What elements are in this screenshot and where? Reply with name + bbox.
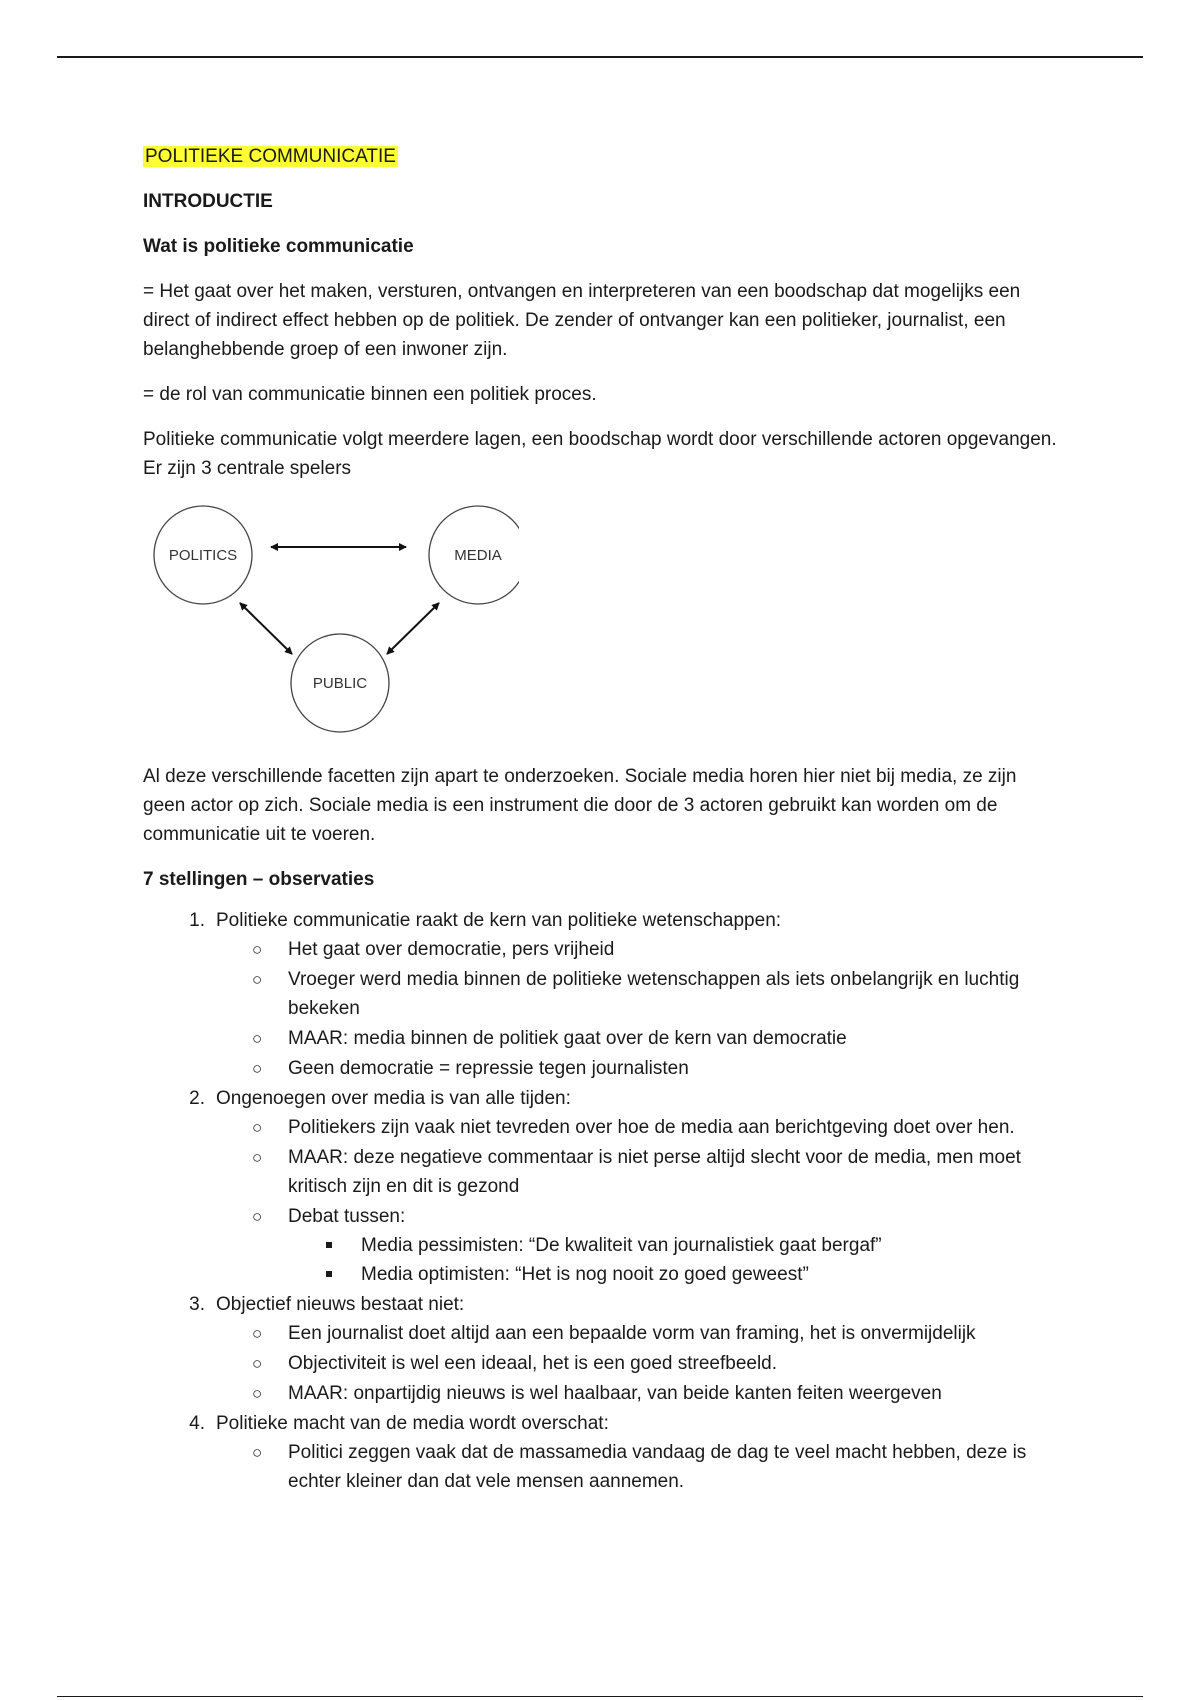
- statement-number: 2.: [189, 1088, 205, 1109]
- sub-sub-item: Media optimisten: “Het is nog nooit zo goed geweest”: [288, 1260, 1063, 1289]
- sub-item: ○ MAAR: media binnen de politiek gaat over de kern van democratie: [216, 1024, 1063, 1053]
- circle-bullet-icon: ○: [252, 1118, 263, 1137]
- sub-item: ○ Politici zeggen vaak dat de massamedia vandaag de dag te veel macht hebben, deze is echter kleiner dan dat vele mensen aannemen.: [216, 1438, 1063, 1496]
- politics-label: POLITICS: [168, 547, 238, 564]
- square-bullet-icon: [326, 1242, 332, 1248]
- actors-diagram: [139, 499, 519, 744]
- media-public-arrow: [387, 603, 439, 654]
- sub-list: [216, 935, 1063, 1083]
- politics-public-arrow: [240, 603, 292, 654]
- section-heading: INTRODUCTIE: [143, 191, 273, 212]
- sub-item: ○ Geen democratie = repressie tegen journalisten: [216, 1054, 1063, 1083]
- paragraph-facets: Al deze verschillende facetten zijn apart te onderzoeken. Sociale media horen hier niet bij media, ze zijn geen actor op zich. Sociale media is een instrument die door de 3 actoren gebruikt kan worden om de communicatie uit te voeren.: [143, 766, 1017, 845]
- circle-bullet-icon: ○: [252, 970, 263, 989]
- media-label: MEDIA: [454, 547, 502, 564]
- sub-item: ○ Een journalist doet altijd aan een bepaalde vorm van framing, het is onvermijdelijk: [216, 1319, 1063, 1348]
- statement-item: [143, 1084, 1063, 1289]
- sub-item: ○ Het gaat over democratie, pers vrijheid: [216, 935, 1063, 964]
- sub-item: ○ Debat tussen: Media pessimisten: “De kwaliteit van journalistiek gaat bergaf” Media optimisten: “Het is nog nooit zo goed geweest”: [216, 1202, 1063, 1289]
- statement-number: 1.: [189, 910, 205, 931]
- paragraph-role: = de rol van communicatie binnen een politiek proces.: [143, 384, 597, 405]
- document-title: POLITIEKE COMMUNICATIE: [145, 146, 396, 167]
- statement-text: Ongenoegen over media is van alle tijden:: [216, 1088, 571, 1109]
- sub-sub-list: [288, 1231, 1063, 1289]
- paragraph-definition: = Het gaat over het maken, versturen, ontvangen en interpreteren van een boodschap dat mogelijks een direct of indirect effect hebben op de politiek. De zender of ontvanger kan een politieker, journalist, een belanghebbende groep of een inwoner zijn.: [143, 281, 1021, 360]
- sub-list: [216, 1438, 1063, 1496]
- circle-bullet-icon: ○: [252, 1029, 263, 1048]
- circle-bullet-icon: ○: [252, 1148, 263, 1167]
- statements-list: [143, 906, 1063, 1496]
- circle-bullet-icon: ○: [252, 1207, 263, 1226]
- statement-item: [143, 1290, 1063, 1408]
- statement-text: Objectief nieuws bestaat niet:: [216, 1294, 465, 1315]
- circle-bullet-icon: ○: [252, 1324, 263, 1343]
- header-rule: [57, 56, 1143, 58]
- statement-item: [143, 906, 1063, 1083]
- sub-list: [216, 1319, 1063, 1408]
- circle-bullet-icon: ○: [252, 1354, 263, 1373]
- sub-item: ○ MAAR: onpartijdig nieuws is wel haalbaar, van beide kanten feiten weergeven: [216, 1379, 1063, 1408]
- statement-text: Politieke communicatie raakt de kern van politieke wetenschappen:: [216, 910, 782, 931]
- paragraph-layers: Politieke communicatie volgt meerdere lagen, een boodschap wordt door verschillende actoren opgevangen. Er zijn 3 centrale spelers: [143, 429, 1057, 479]
- sub-item: ○ MAAR: deze negatieve commentaar is niet perse altijd slecht voor de media, men moet kritisch zijn en dit is gezond: [216, 1143, 1063, 1201]
- public-label: PUBLIC: [312, 675, 368, 692]
- statement-text: Politieke macht van de media wordt overschat:: [216, 1413, 609, 1434]
- sub-list: [216, 1113, 1063, 1289]
- sub-item: ○ Vroeger werd media binnen de politieke wetenschappen als iets onbelangrijk en luchtig bekeken: [216, 965, 1063, 1023]
- subheading: Wat is politieke communicatie: [143, 236, 414, 257]
- document-body: [143, 142, 1063, 1497]
- circle-bullet-icon: ○: [252, 1059, 263, 1078]
- circle-bullet-icon: ○: [252, 940, 263, 959]
- footer-rule: [57, 1696, 1143, 1697]
- sub-item: ○ Politiekers zijn vaak niet tevreden over hoe de media aan berichtgeving doet over hen.: [216, 1113, 1063, 1142]
- list-heading: 7 stellingen – observaties: [143, 869, 375, 890]
- circle-bullet-icon: ○: [252, 1443, 263, 1462]
- sub-item: ○ Objectiviteit is wel een ideaal, het is een goed streefbeeld.: [216, 1349, 1063, 1378]
- statement-number: 4.: [189, 1413, 205, 1434]
- sub-sub-item: Media pessimisten: “De kwaliteit van journalistiek gaat bergaf”: [288, 1231, 1063, 1260]
- circle-bullet-icon: ○: [252, 1384, 263, 1403]
- statement-number: 3.: [189, 1294, 205, 1315]
- statement-item: [143, 1409, 1063, 1496]
- square-bullet-icon: [326, 1271, 332, 1277]
